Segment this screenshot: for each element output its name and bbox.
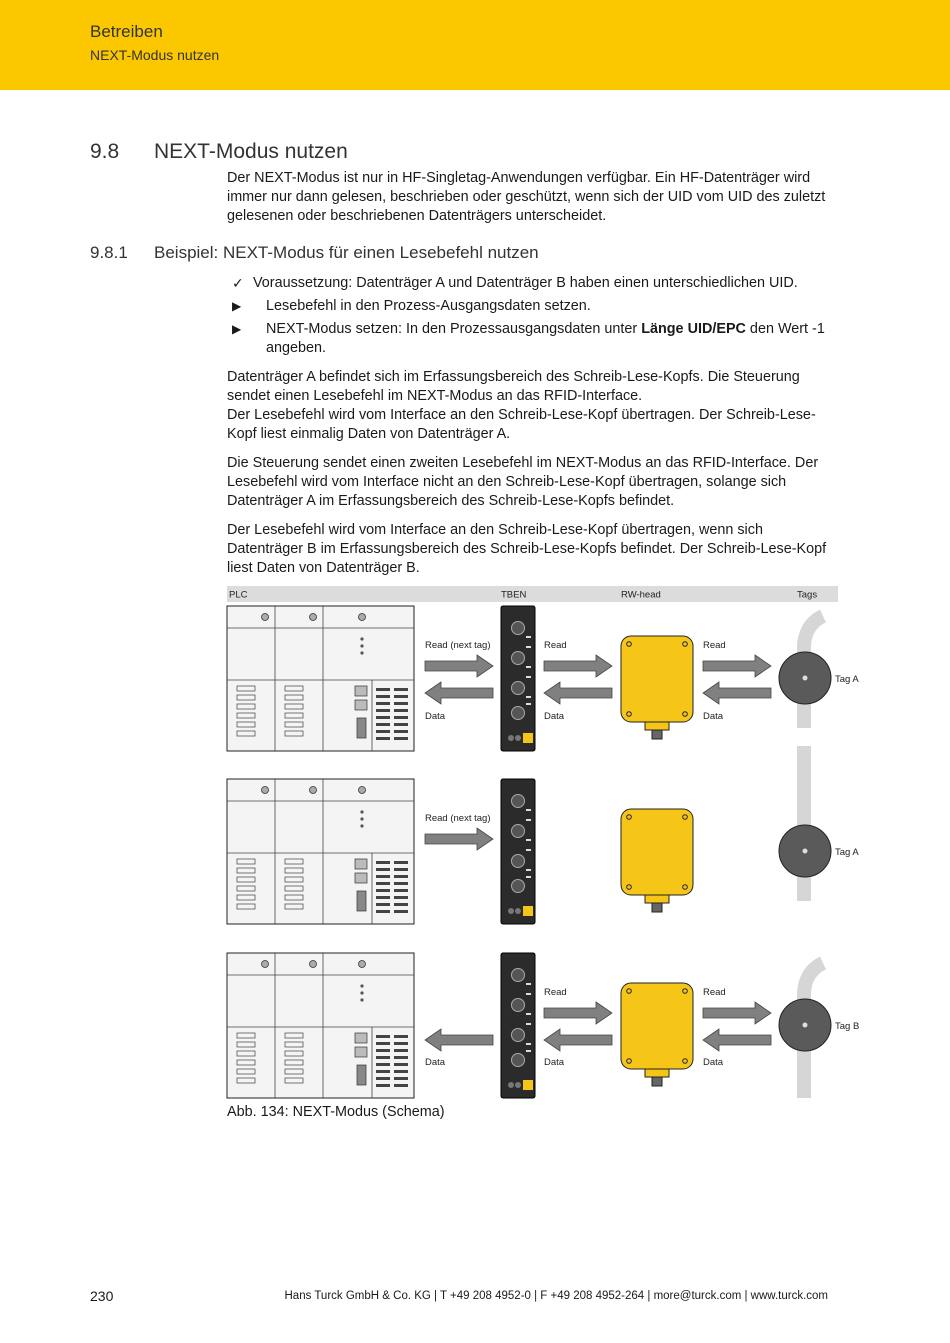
plc-device: [227, 779, 414, 924]
section-number: 9.8: [90, 140, 120, 163]
arrow-left: [544, 1029, 612, 1051]
section-intro: Der NEXT-Modus ist nur in HF-Singletag-Anwendungen verfügbar. Ein HF-Datenträger wird immer nur dann gelesen, beschrieben oder geschützt, wenn sich der UID vom UID des zuletzt gelesenen oder beschriebenen Datenträgers unterscheidet.: [227, 170, 826, 224]
plc-device: [227, 953, 414, 1098]
arrow-right: [425, 828, 493, 850]
subsection-heading: [90, 243, 539, 263]
tben-device: [501, 779, 535, 924]
tben-device: [501, 953, 535, 1098]
subsection-number: 9.8.1: [90, 243, 128, 262]
list-item-text: Lesebefehl in den Prozess-Ausgangsdaten setzen.: [266, 298, 591, 314]
list-item-text-c: den Wert -1 angeben.: [266, 321, 825, 356]
section-title: NEXT-Modus nutzen: [154, 140, 348, 163]
arrow-label-read: Read: [703, 987, 726, 998]
column-label-plc: PLC: [229, 589, 248, 601]
arrow-label-read: Read: [703, 640, 726, 651]
list-item-text: [266, 320, 832, 358]
paragraph-1: [227, 368, 837, 444]
arrow-label-read-next: Read (next tag): [425, 813, 491, 824]
arrow-right-icon: ▶: [232, 322, 242, 336]
footer-contact: Hans Turck GmbH & Co. KG | T +49 208 4952-0 | F +49 208 4952-264 | more@turck.com | www.turck.com: [284, 1290, 828, 1302]
header-subtitle: NEXT-Modus nutzen: [90, 47, 220, 63]
arrow-right-icon: ▶: [232, 299, 242, 313]
list-item-text: Voraussetzung: Datenträger A und Datenträger B haben einen unterschiedlichen UID.: [253, 275, 798, 291]
rw-head-device: [621, 636, 693, 739]
column-label-rwhead: RW-head: [621, 589, 661, 601]
list-item: [232, 320, 832, 360]
arrow-left: [703, 682, 771, 704]
arrow-label-data: Data: [703, 711, 724, 722]
header-title: Betreiben: [90, 22, 163, 41]
check-icon: ✓: [232, 275, 244, 291]
paragraph-3: Der Lesebefehl wird vom Interface an den Schreib-Lese-Kopf übertragen, wenn sich Datenträger B im Erfassungsbereich des Schreib-Lese-Kopfs befindet. Der Schreib-Lese-Kopf liest Daten von Datenträger B.: [227, 522, 827, 576]
rw-head-device: [621, 983, 693, 1086]
tag-label: Tag B: [835, 1021, 860, 1032]
paragraph-1a: Datenträger A befindet sich im Erfassungsbereich des Schreib-Lese-Kopfs. Die Steuerung sendet einen Lesebefehl im NEXT-Modus an das RFID-Interface.: [227, 369, 800, 404]
arrow-label-data: Data: [544, 1057, 565, 1068]
subsection-title: Beispiel: NEXT-Modus für einen Lesebefehl nutzen: [154, 243, 539, 262]
list-item-text-a: NEXT-Modus setzen: In den Prozessausgangsdaten unter: [266, 321, 642, 337]
arrow-label-read: Read: [544, 640, 567, 651]
arrow-label-data: Data: [703, 1057, 724, 1068]
arrow-left: [703, 1029, 771, 1051]
arrow-right: [544, 655, 612, 677]
paragraph-2: Die Steuerung sendet einen zweiten Lesebefehl im NEXT-Modus an das RFID-Interface. Der Lesebefehl wird vom Interface nicht an den Schreib-Lese-Kopf übertragen, solange sich Datenträger A im Erfassungsbereich des Schreib-Lese-Kopfs befindet.: [227, 455, 819, 509]
tben-device: [501, 606, 535, 751]
column-label-tags: Tags: [797, 589, 818, 601]
column-label-tben: TBEN: [501, 589, 527, 601]
arrow-right: [425, 655, 493, 677]
next-mode-diagram: [227, 586, 860, 1098]
header-band: [0, 0, 950, 90]
arrow-right: [703, 655, 771, 677]
rw-head-device: [621, 809, 693, 912]
section-heading: [90, 140, 348, 164]
plc-device: [227, 606, 414, 751]
arrow-right: [544, 1002, 612, 1024]
arrow-label-data: Data: [425, 711, 446, 722]
list-item-text-bold: Länge UID/EPC: [641, 321, 746, 337]
arrow-label-data: Data: [544, 711, 565, 722]
arrow-label-read: Read: [544, 987, 567, 998]
arrow-right: [703, 1002, 771, 1024]
arrow-label-read-next: Read (next tag): [425, 640, 491, 651]
tag-label: Tag A: [835, 847, 859, 858]
figure-caption: Abb. 134: NEXT-Modus (Schema): [227, 1104, 445, 1120]
page-number: 230: [90, 1288, 114, 1304]
arrow-left: [544, 682, 612, 704]
arrow-left: [425, 1029, 493, 1051]
arrow-left: [425, 682, 493, 704]
figure-header-bar: [227, 586, 838, 602]
arrow-label-data: Data: [425, 1057, 446, 1068]
tag-label: Tag A: [835, 674, 859, 685]
paragraph-1b: Der Lesebefehl wird vom Interface an den Schreib-Lese-Kopf übertragen. Der Schreib-Lese-Kopf liest einmalig Daten von Datenträger A.: [227, 407, 816, 442]
